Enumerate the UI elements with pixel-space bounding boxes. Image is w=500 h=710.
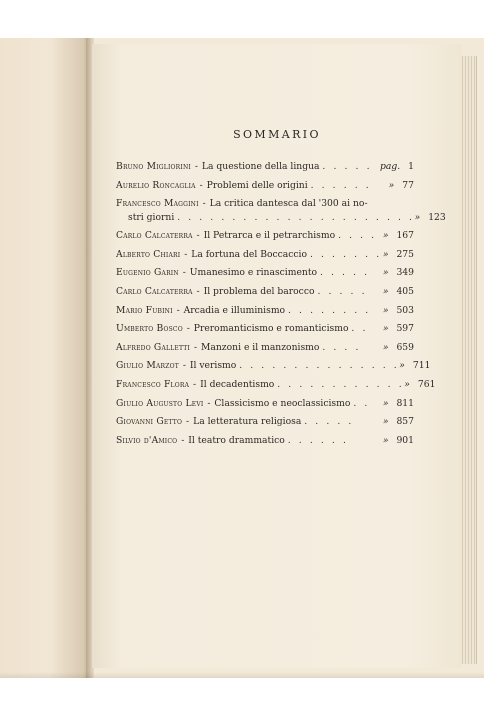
toc-author: Alberto Chiari (116, 248, 181, 260)
page-edges (460, 56, 477, 664)
toc-author: Aurelio Roncaglia (116, 179, 196, 191)
dot-leader: . . . . . . . . . . . . . . . (239, 360, 400, 372)
toc-page-prefix: » (382, 248, 389, 260)
toc-title: Classicismo e neoclassicismo (214, 397, 351, 409)
toc-row: Giulio Augusto Levi - Classicismo e neoclassicismo . . » 811 (116, 397, 414, 409)
toc-page: 1 (408, 161, 415, 172)
toc-page: 811 (396, 397, 414, 409)
toc-row: Alberto Chiari - La fortuna del Boccaccio . . . . . . . » 275 (116, 248, 414, 260)
toc-title: La critica dantesca dal '300 ai no- (209, 198, 368, 210)
toc-title: Il teatro drammatico (188, 434, 285, 446)
toc-title: Il decadentismo (200, 378, 275, 390)
toc-page-prefix: » (382, 230, 389, 242)
toc-page: 901 (396, 434, 414, 446)
toc-row: Carlo Calcaterra - Il problema del barocco . . . . . » 405 (116, 285, 414, 297)
dot-leader: . . . . . . (287, 434, 349, 446)
toc-page-prefix: » (382, 285, 389, 297)
toc-author: Giulio Augusto Levi (116, 397, 204, 409)
toc-page: 123 (428, 212, 446, 224)
toc-author: Giovanni Getto (116, 416, 183, 428)
toc-author: Francesco Maggini (116, 198, 199, 210)
toc-author: Francesco Flora (116, 378, 190, 390)
page-shadow (0, 672, 484, 678)
toc-title: Il Petrarca e il petrarchismo (203, 230, 336, 242)
toc-page: 503 (396, 304, 414, 316)
toc-page: 275 (396, 248, 414, 260)
toc-row: Eugenio Garin - Umanesimo e rinascimento . . . . . » 349 (116, 267, 414, 279)
toc-page-prefix: » (382, 323, 389, 335)
dot-leader: . . . . . . . . (288, 304, 371, 316)
toc-author: Eugenio Garin (116, 267, 179, 279)
toc-author: Alfredo Galletti (116, 341, 191, 353)
dot-leader: . . . . . (319, 267, 370, 279)
toc-page-prefix: » (382, 434, 389, 446)
page-title: SOMMARIO (233, 128, 321, 141)
toc-page-prefix: » (382, 304, 389, 316)
toc-title: La questione della lingua (201, 161, 320, 172)
toc-row: Aurelio Roncaglia - Problemi delle origini . . . . . . » 77 (116, 179, 414, 191)
toc-page: 77 (402, 179, 414, 191)
dot-leader: . . (351, 323, 368, 335)
toc-row: Bruno Migliorini - La questione della lingua . . . . . pag. 1 (116, 161, 415, 172)
toc-page: 597 (396, 323, 414, 335)
toc-page: 349 (396, 267, 414, 279)
toc-page: 167 (396, 230, 414, 242)
toc-title: Preromanticismo e romanticismo (193, 323, 349, 335)
dot-leader: . . . . . (317, 285, 368, 297)
toc-row: Alfredo Galletti - Manzoni e il manzonismo . . . . » 659 (116, 341, 414, 353)
toc-page-prefix: » (382, 267, 389, 279)
toc-author: Carlo Calcaterra (116, 230, 193, 242)
toc-title: Umanesimo e rinascimento (189, 267, 318, 279)
toc-row: Francesco Maggini - La critica dantesca dal '300 ai no- stri giorni . . . . . . . . . . . . . . . . . . . . . . » 123 (116, 198, 446, 224)
toc-page-prefix: » (414, 212, 421, 224)
dot-leader: . . . . . . . . . . . . (277, 378, 405, 390)
toc-row: Mario Fubini - Arcadia e illuminismo . . . . . . . . » 503 (116, 304, 414, 316)
toc-page-prefix: pag. (380, 161, 401, 172)
toc-title: La fortuna del Boccaccio (191, 248, 308, 260)
toc-page: 405 (396, 285, 414, 297)
toc-title-continued: stri giorni (128, 212, 175, 224)
dot-leader: . . (353, 397, 370, 409)
toc-page-prefix: » (382, 341, 389, 353)
toc-row: Umberto Bosco - Preromanticismo e romanticismo . . » 597 (116, 323, 414, 335)
toc-row: Carlo Calcaterra - Il Petrarca e il petrarchismo . . . . » 167 (116, 230, 414, 242)
toc-row: Giulio Marzot - Il verismo . . . . . . . . . . . . . . . » 711 (116, 360, 431, 372)
toc-page: 659 (396, 341, 414, 353)
toc-page-prefix: » (382, 397, 389, 409)
toc-title: Arcadia e illuminismo (183, 304, 286, 316)
toc-author: Giulio Marzot (116, 360, 179, 372)
toc-row: Giovanni Getto - La letteratura religiosa . . . . . » 857 (116, 416, 414, 428)
toc-author: Silvio d'Amico (116, 434, 178, 446)
dot-leader: . . . . . . . . . . . . . . . . . . . . . . (177, 212, 415, 224)
toc-page: 761 (417, 378, 436, 390)
toc-author: Carlo Calcaterra (116, 285, 193, 297)
toc-row: Silvio d'Amico - Il teatro drammatico . . . . . . » 901 (116, 434, 414, 446)
toc-title: Problemi delle origini (206, 179, 308, 191)
left-page (0, 38, 90, 678)
toc-page: 711 (412, 360, 431, 372)
dot-leader: . . . . (322, 341, 361, 353)
toc-row: Francesco Flora - Il decadentismo . . . . . . . . . . . . » 761 (116, 378, 436, 390)
toc-title: Manzoni e il manzonismo (201, 341, 320, 353)
toc-page-prefix: » (382, 416, 389, 428)
toc-title: La letteratura religiosa (193, 416, 302, 428)
dot-leader: . . . . . . (310, 179, 372, 191)
toc-page-prefix: » (399, 360, 405, 372)
table-of-contents (116, 160, 446, 452)
toc-page: 857 (396, 416, 414, 428)
toc-author: Umberto Bosco (116, 323, 183, 335)
toc-author: Mario Fubini (116, 304, 173, 316)
dot-leader: . . . . . . . (309, 248, 382, 260)
toc-page-prefix: » (388, 179, 395, 191)
toc-title: Il problema del barocco (203, 285, 315, 297)
dot-leader: . . . . . (322, 161, 373, 172)
toc-title: Il verismo (189, 360, 237, 372)
toc-page-prefix: » (404, 378, 410, 390)
dot-leader: . . . . . (304, 416, 354, 428)
dot-leader: . . . . (338, 230, 377, 242)
toc-author: Bruno Migliorini (116, 161, 191, 172)
